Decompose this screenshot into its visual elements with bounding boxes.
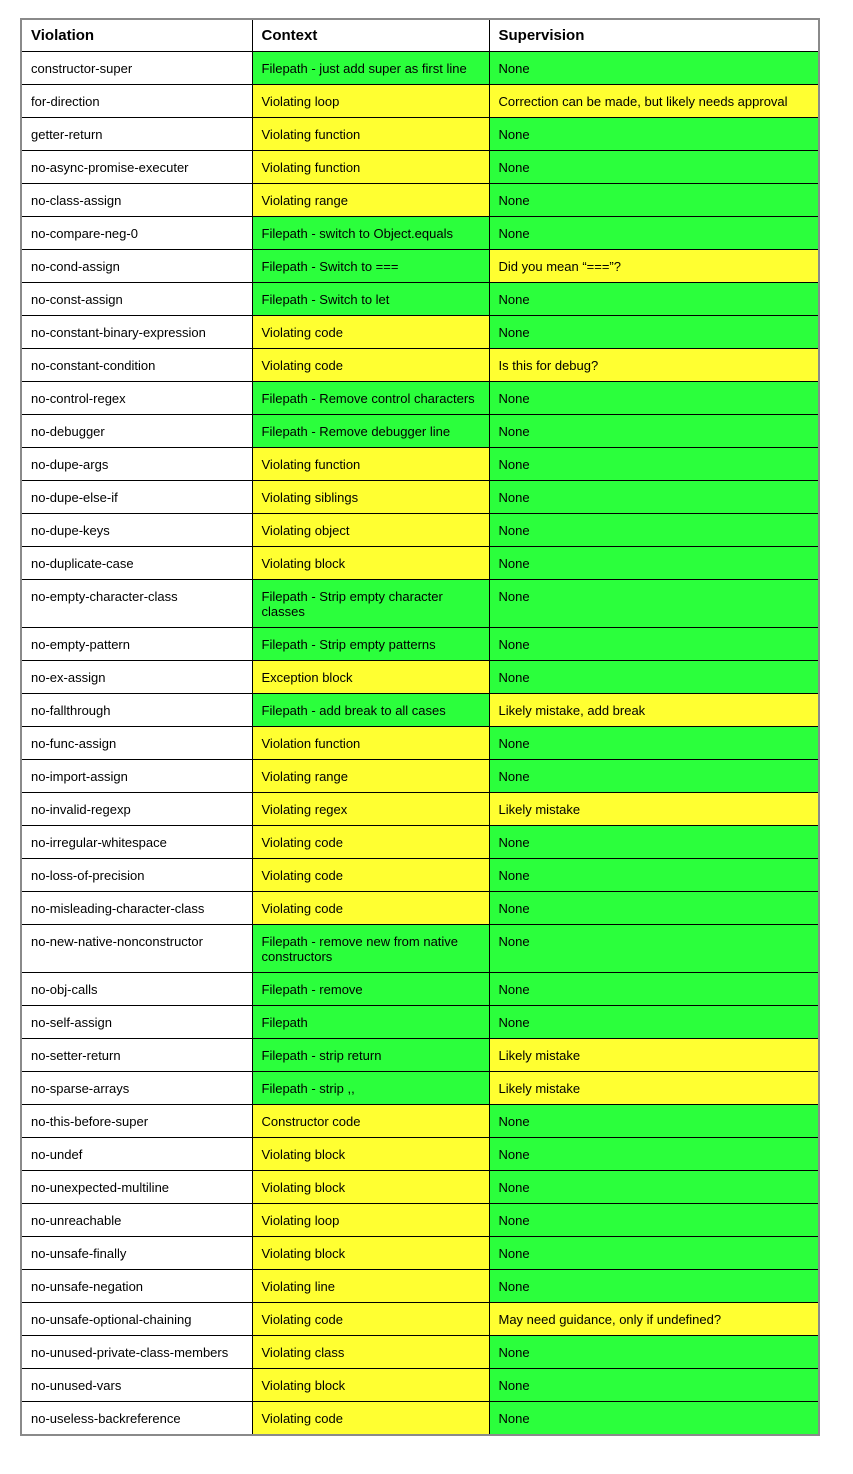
supervision-cell: None <box>489 661 819 694</box>
violation-cell: no-unsafe-optional-chaining <box>21 1303 252 1336</box>
supervision-cell: None <box>489 1336 819 1369</box>
table-row <box>21 1006 819 1039</box>
context-cell: Violating line <box>252 1270 489 1303</box>
supervision-cell: None <box>489 217 819 250</box>
context-cell: Filepath - Switch to let <box>252 283 489 316</box>
context-cell: Violating object <box>252 514 489 547</box>
context-cell: Violating code <box>252 826 489 859</box>
table-row <box>21 151 819 184</box>
violation-cell: constructor-super <box>21 52 252 85</box>
context-cell: Filepath <box>252 1006 489 1039</box>
violation-cell: no-cond-assign <box>21 250 252 283</box>
violation-cell: no-fallthrough <box>21 694 252 727</box>
table-row <box>21 1204 819 1237</box>
supervision-cell: None <box>489 52 819 85</box>
violation-cell: no-empty-pattern <box>21 628 252 661</box>
table-row <box>21 481 819 514</box>
violation-cell: no-invalid-regexp <box>21 793 252 826</box>
context-cell: Filepath - Remove control characters <box>252 382 489 415</box>
table-row <box>21 415 819 448</box>
supervision-cell: May need guidance, only if undefined? <box>489 1303 819 1336</box>
table-row <box>21 547 819 580</box>
context-cell: Filepath - remove new from native constructors <box>252 925 489 973</box>
table-row <box>21 727 819 760</box>
violation-cell: no-duplicate-case <box>21 547 252 580</box>
context-cell: Violating code <box>252 316 489 349</box>
table-row <box>21 925 819 973</box>
violation-cell: no-self-assign <box>21 1006 252 1039</box>
supervision-cell: Likely mistake, add break <box>489 694 819 727</box>
violation-cell: no-unexpected-multiline <box>21 1171 252 1204</box>
context-cell: Violating code <box>252 892 489 925</box>
table-row <box>21 973 819 1006</box>
table-row <box>21 661 819 694</box>
violation-cell: no-constant-condition <box>21 349 252 382</box>
table-row <box>21 628 819 661</box>
context-cell: Violating function <box>252 151 489 184</box>
supervision-cell: None <box>489 859 819 892</box>
violation-cell: no-useless-backreference <box>21 1402 252 1436</box>
context-cell: Filepath - Switch to === <box>252 250 489 283</box>
violation-cell: no-unused-private-class-members <box>21 1336 252 1369</box>
violation-cell: no-undef <box>21 1138 252 1171</box>
violation-cell: no-empty-character-class <box>21 580 252 628</box>
table-row <box>21 283 819 316</box>
table-row <box>21 514 819 547</box>
context-cell: Filepath - strip ,, <box>252 1072 489 1105</box>
supervision-cell: None <box>489 481 819 514</box>
context-cell: Filepath - Remove debugger line <box>252 415 489 448</box>
context-cell: Violating loop <box>252 1204 489 1237</box>
supervision-cell: None <box>489 547 819 580</box>
supervision-cell: None <box>489 382 819 415</box>
supervision-cell: None <box>489 1270 819 1303</box>
context-cell: Exception block <box>252 661 489 694</box>
context-cell: Filepath - add break to all cases <box>252 694 489 727</box>
context-cell: Violating block <box>252 1171 489 1204</box>
violation-cell: no-ex-assign <box>21 661 252 694</box>
context-cell: Violating range <box>252 184 489 217</box>
supervision-cell: Correction can be made, but likely needs approval <box>489 85 819 118</box>
context-cell: Violating code <box>252 1303 489 1336</box>
context-cell: Violating class <box>252 1336 489 1369</box>
table-row <box>21 217 819 250</box>
context-cell: Violating block <box>252 547 489 580</box>
supervision-cell: None <box>489 1204 819 1237</box>
violation-cell: no-class-assign <box>21 184 252 217</box>
supervision-cell: Likely mistake <box>489 1072 819 1105</box>
table-row <box>21 1270 819 1303</box>
violations-table <box>20 18 820 1436</box>
supervision-cell: None <box>489 1138 819 1171</box>
violation-cell: no-dupe-else-if <box>21 481 252 514</box>
context-cell: Violation function <box>252 727 489 760</box>
context-cell: Filepath - strip return <box>252 1039 489 1072</box>
violation-cell: no-irregular-whitespace <box>21 826 252 859</box>
violation-cell: no-loss-of-precision <box>21 859 252 892</box>
supervision-cell: None <box>489 316 819 349</box>
violation-cell: no-import-assign <box>21 760 252 793</box>
context-cell: Violating code <box>252 349 489 382</box>
context-cell: Violating siblings <box>252 481 489 514</box>
supervision-cell: None <box>489 628 819 661</box>
column-header-violation: Violation <box>21 19 252 52</box>
supervision-cell: None <box>489 760 819 793</box>
violation-cell: no-compare-neg-0 <box>21 217 252 250</box>
supervision-cell: None <box>489 118 819 151</box>
supervision-cell: None <box>489 151 819 184</box>
table-row <box>21 859 819 892</box>
violation-cell: no-unsafe-negation <box>21 1270 252 1303</box>
context-cell: Violating function <box>252 118 489 151</box>
supervision-cell: Did you mean “===”? <box>489 250 819 283</box>
violation-cell: no-constant-binary-expression <box>21 316 252 349</box>
context-cell: Violating function <box>252 448 489 481</box>
table-row <box>21 1105 819 1138</box>
supervision-cell: None <box>489 826 819 859</box>
supervision-cell: None <box>489 580 819 628</box>
violation-cell: no-obj-calls <box>21 973 252 1006</box>
context-cell: Filepath - switch to Object.equals <box>252 217 489 250</box>
context-cell: Violating range <box>252 760 489 793</box>
violation-cell: no-unused-vars <box>21 1369 252 1402</box>
table-row <box>21 118 819 151</box>
supervision-cell: None <box>489 973 819 1006</box>
violation-cell: no-unreachable <box>21 1204 252 1237</box>
context-cell: Filepath - remove <box>252 973 489 1006</box>
table-row <box>21 1138 819 1171</box>
table-row <box>21 793 819 826</box>
table-row <box>21 1072 819 1105</box>
supervision-cell: None <box>489 1105 819 1138</box>
context-cell: Violating block <box>252 1237 489 1270</box>
context-cell: Violating regex <box>252 793 489 826</box>
supervision-cell: Likely mistake <box>489 793 819 826</box>
supervision-cell: None <box>489 283 819 316</box>
violation-cell: no-dupe-keys <box>21 514 252 547</box>
violation-cell: no-func-assign <box>21 727 252 760</box>
supervision-cell: None <box>489 1402 819 1436</box>
table-row <box>21 448 819 481</box>
table-row <box>21 892 819 925</box>
table-row <box>21 1039 819 1072</box>
context-cell: Filepath - just add super as first line <box>252 52 489 85</box>
table-row <box>21 1237 819 1270</box>
table-row <box>21 1402 819 1436</box>
table-row <box>21 316 819 349</box>
violation-cell: no-async-promise-executer <box>21 151 252 184</box>
column-header-context: Context <box>252 19 489 52</box>
supervision-cell: None <box>489 1237 819 1270</box>
violation-cell: no-new-native-nonconstructor <box>21 925 252 973</box>
supervision-cell: None <box>489 892 819 925</box>
supervision-cell: None <box>489 184 819 217</box>
violation-cell: no-setter-return <box>21 1039 252 1072</box>
violation-cell: no-debugger <box>21 415 252 448</box>
violation-cell: no-dupe-args <box>21 448 252 481</box>
supervision-cell: None <box>489 727 819 760</box>
supervision-cell: None <box>489 1006 819 1039</box>
context-cell: Violating loop <box>252 85 489 118</box>
context-cell: Violating block <box>252 1138 489 1171</box>
table-row <box>21 382 819 415</box>
violation-cell: no-sparse-arrays <box>21 1072 252 1105</box>
violation-cell: no-control-regex <box>21 382 252 415</box>
violation-cell: no-unsafe-finally <box>21 1237 252 1270</box>
context-cell: Constructor code <box>252 1105 489 1138</box>
context-cell: Filepath - Strip empty character classes <box>252 580 489 628</box>
table-row <box>21 1336 819 1369</box>
table-row <box>21 1303 819 1336</box>
supervision-cell: None <box>489 448 819 481</box>
violation-cell: getter-return <box>21 118 252 151</box>
table-row <box>21 826 819 859</box>
supervision-cell: Likely mistake <box>489 1039 819 1072</box>
context-cell: Violating block <box>252 1369 489 1402</box>
table-row <box>21 184 819 217</box>
context-cell: Violating code <box>252 859 489 892</box>
supervision-cell: None <box>489 1171 819 1204</box>
table-row <box>21 580 819 628</box>
supervision-cell: None <box>489 1369 819 1402</box>
table-row <box>21 250 819 283</box>
violation-cell: no-misleading-character-class <box>21 892 252 925</box>
violation-cell: no-const-assign <box>21 283 252 316</box>
violation-cell: no-this-before-super <box>21 1105 252 1138</box>
table-row <box>21 694 819 727</box>
table-row <box>21 1171 819 1204</box>
supervision-cell: None <box>489 415 819 448</box>
table-row <box>21 1369 819 1402</box>
table-row <box>21 52 819 85</box>
supervision-cell: None <box>489 514 819 547</box>
violation-cell: for-direction <box>21 85 252 118</box>
table-row <box>21 85 819 118</box>
column-header-supervision: Supervision <box>489 19 819 52</box>
table-row <box>21 349 819 382</box>
supervision-cell: Is this for debug? <box>489 349 819 382</box>
header-row <box>21 19 819 52</box>
table-body <box>21 52 819 1436</box>
supervision-cell: None <box>489 925 819 973</box>
context-cell: Filepath - Strip empty patterns <box>252 628 489 661</box>
table-row <box>21 760 819 793</box>
context-cell: Violating code <box>252 1402 489 1436</box>
